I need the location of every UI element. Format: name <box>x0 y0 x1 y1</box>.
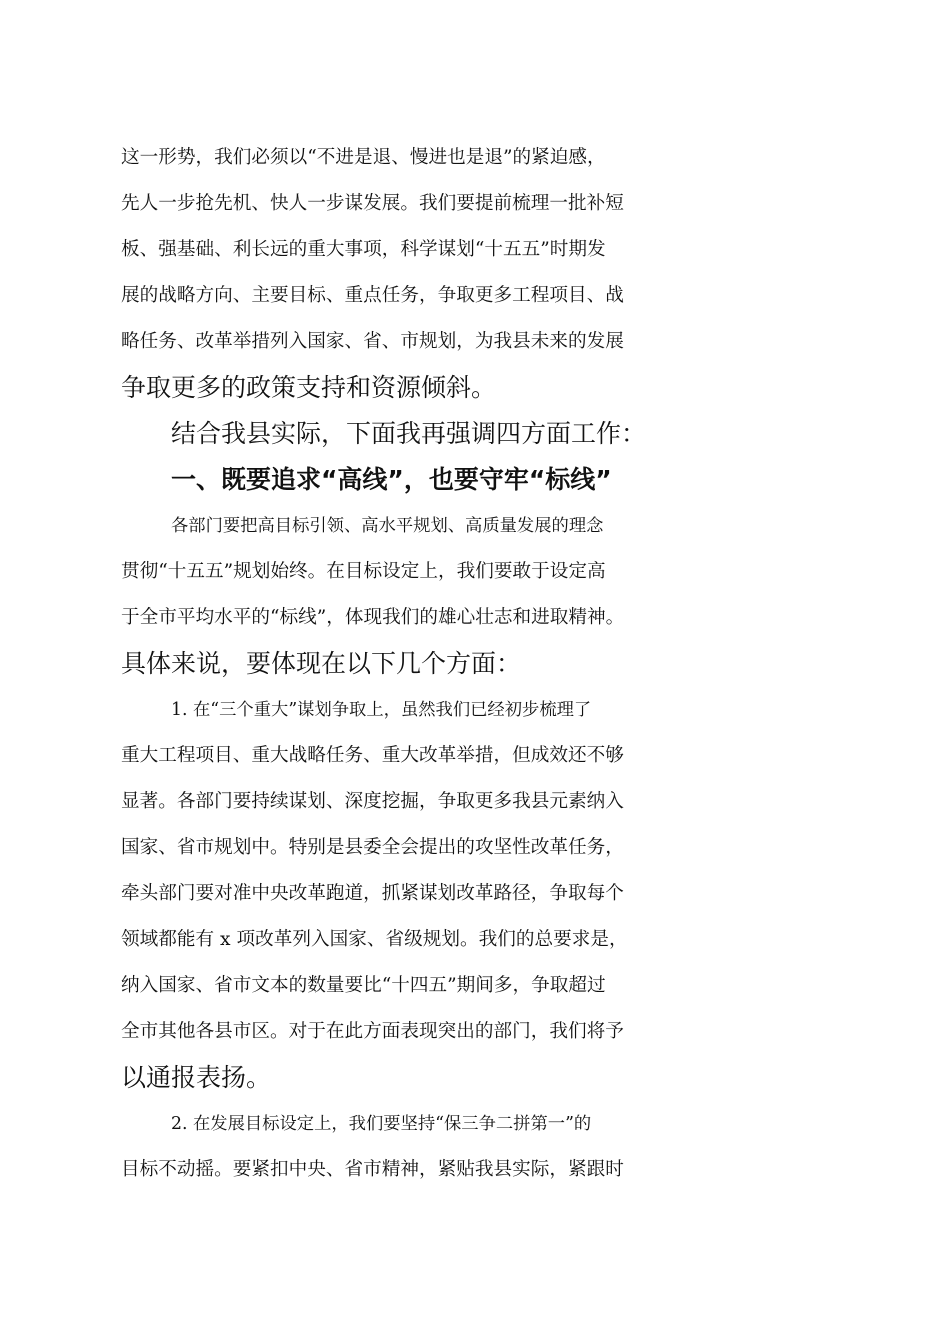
body-line: 各部门要把高目标引领、高水平规划、高质量发展的理念 <box>171 516 604 536</box>
body-line: 全市其他各县市区。对于在此方面表现突出的部门，我们将予 <box>121 1021 624 1042</box>
body-line: 显著。各部门要持续谋划、深度挖掘，争取更多我县元素纳入 <box>121 791 624 812</box>
paragraph-intro-line: 结合我县实际，下面我再强调四方面工作： <box>171 419 647 448</box>
body-line: 牵头部门要对准中央改革跑道，抓紧谋划改革路径，争取每个 <box>121 883 624 904</box>
body-line: 国家、省市规划中。特别是县委全会提出的攻坚性改革任务， <box>121 837 624 858</box>
body-line: 领域都能有 x 项改革列入国家、省级规划。我们的总要求是， <box>121 929 628 950</box>
body-line: 板、强基础、利长远的重大事项，科学谋划“十五五”时期发 <box>121 239 606 260</box>
body-line: 纳入国家、省市文本的数量要比“十四五”期间多，争取超过 <box>121 975 606 996</box>
body-line: 展的战略方向、主要目标、重点任务，争取更多工程项目、战 <box>121 285 624 306</box>
body-line: 争取更多的政策支持和资源倾斜。 <box>121 373 497 402</box>
body-line: 于全市平均水平的“标线”，体现我们的雄心壮志和进取精神。 <box>121 607 625 628</box>
body-line: 具体来说，要体现在以下几个方面： <box>121 649 522 678</box>
body-line: 先人一步抢先机、快人一步谋发展。我们要提前梳理一批补短 <box>121 193 624 214</box>
list-item-2-line: 2. 在发展目标设定上，我们要坚持“保三争二拼第一”的 <box>171 1114 592 1134</box>
section-heading: 一、既要追求“高线”，也要守牢“标线” <box>171 465 612 494</box>
body-line: 目标不动摇。要紧扣中央、省市精神，紧贴我县实际，紧跟时 <box>121 1159 624 1180</box>
body-line: 这一形势，我们必须以“不进是退、慢进也是退”的紧迫感， <box>121 147 606 168</box>
body-line: 略任务、改革举措列入国家、省、市规划，为我县未来的发展 <box>121 331 624 352</box>
list-item-1-line: 1. 在“三个重大”谋划争取上，虽然我们已经初步梳理了 <box>171 700 592 720</box>
body-line: 贯彻“十五五”规划始终。在目标设定上，我们要敢于设定高 <box>121 561 606 582</box>
body-line: 重大工程项目、重大战略任务、重大改革举措，但成效还不够 <box>121 745 624 766</box>
body-line: 以通报表扬。 <box>121 1063 272 1092</box>
